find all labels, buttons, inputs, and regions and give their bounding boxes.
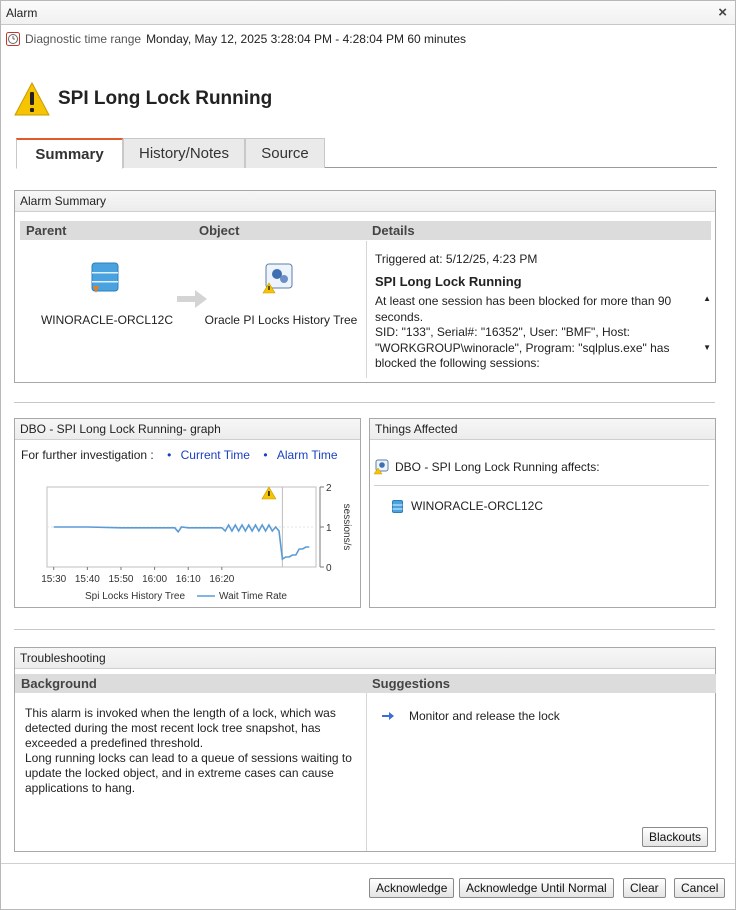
window-title: Alarm — [6, 5, 38, 20]
divider — [14, 629, 715, 630]
alarm-summary-panel — [14, 190, 716, 383]
arrow-right-icon — [175, 288, 209, 310]
x-tick-label: 15:30 — [41, 574, 67, 585]
database-small-icon — [392, 500, 403, 513]
cancel-button[interactable]: Cancel — [674, 878, 725, 898]
details-line: seconds. — [375, 309, 424, 324]
clear-button[interactable]: Clear — [623, 878, 666, 898]
alarm-header — [14, 81, 272, 117]
blackouts-button[interactable]: Blackouts — [642, 827, 708, 847]
troubleshooting-panel — [14, 647, 716, 852]
parent-name[interactable]: WINORACLE-ORCL12C — [40, 313, 174, 327]
title-bar — [1, 1, 735, 25]
suggestion-item[interactable] — [381, 709, 560, 723]
current-time-link[interactable]: Current Time — [180, 448, 250, 462]
bullet-current: • — [167, 448, 172, 462]
column-suggestions: Suggestions — [366, 674, 716, 693]
investigation-row — [21, 448, 338, 462]
scroll-down-icon[interactable]: ▼ — [703, 343, 711, 352]
details-line: "WORKGROUP\winoracle", Program: "sqlplus.exe" has — [375, 340, 670, 355]
legend-series: Wait Time Rate — [219, 591, 287, 602]
arrow-right-icon — [381, 711, 395, 721]
details-line: SID: "133", Serial#: "16352", User: "BMF", Host: — [375, 325, 630, 339]
affects-divider — [374, 485, 709, 486]
close-icon[interactable]: × — [718, 4, 727, 21]
column-background: Background — [15, 674, 366, 693]
tab-history-notes[interactable]: History/Notes — [123, 138, 245, 168]
details-line: blocked the following sessions: — [375, 356, 540, 370]
tab-source[interactable]: Source — [245, 138, 325, 168]
background-line: This alarm is invoked when the length of a lock, which was — [25, 706, 336, 720]
x-tick-label: 16:20 — [209, 574, 235, 585]
background-line: update the locked object, and in extreme cases can cause — [25, 766, 334, 780]
legend-category: Spi Locks History Tree — [85, 591, 186, 602]
scroll-up-icon[interactable]: ▲ — [703, 294, 711, 303]
tab-bar — [16, 138, 717, 168]
x-tick-label: 16:00 — [142, 574, 168, 585]
details-text — [375, 294, 697, 370]
alarm-summary-title: Alarm Summary — [15, 191, 715, 212]
object-name[interactable]: Oracle PI Locks History Tree — [204, 313, 358, 327]
details-line: At least one session has been blocked for more than 90 — [375, 294, 672, 308]
investigation-label: For further investigation : — [21, 448, 154, 462]
diagnostic-label: Diagnostic time range — [25, 32, 142, 46]
column-object: Object — [193, 221, 366, 240]
y-tick-label: 2 — [326, 483, 332, 494]
affected-item-label: WINORACLE-ORCL12C — [411, 499, 544, 513]
details-triggered: Triggered at: 5/12/25, 4:23 PM — [375, 252, 538, 266]
alarm-time-link[interactable]: Alarm Time — [276, 448, 338, 462]
background-line: detected during the most recent lock tree snapshot, has — [25, 721, 321, 735]
acknowledge-button[interactable]: Acknowledge — [369, 878, 454, 898]
background-line: applications to hang. — [25, 781, 136, 795]
graph-panel — [14, 418, 361, 608]
x-tick-label: 15:50 — [108, 574, 134, 585]
tab-summary[interactable]: Summary — [16, 138, 123, 169]
y-tick-label: 0 — [326, 563, 332, 574]
divider — [14, 402, 715, 403]
wait-time-rate-chart[interactable] — [15, 479, 360, 607]
affects-object-icon — [374, 459, 390, 475]
bullet-alarm: • — [263, 448, 268, 462]
x-tick-label: 15:40 — [74, 574, 100, 585]
affected-item[interactable] — [392, 499, 543, 513]
footer-divider — [1, 863, 735, 864]
background-line: exceeded a predefined threshold. — [25, 736, 204, 750]
column-parent: Parent — [20, 221, 193, 240]
warning-icon-mark — [268, 491, 270, 496]
acknowledge-until-normal-button[interactable]: Acknowledge Until Normal — [459, 878, 614, 898]
column-divider — [366, 693, 367, 851]
details-heading: SPI Long Lock Running — [375, 274, 522, 289]
warning-triangle-icon — [14, 81, 50, 117]
background-line: Long running locks can lead to a queue of sessions waiting to — [25, 751, 352, 765]
things-affected-title: Things Affected — [370, 419, 715, 440]
background-text — [25, 706, 361, 796]
diagnostic-value: Monday, May 12, 2025 3:28:04 PM - 4:28:04 PM 60 minutes — [146, 32, 467, 46]
graph-panel-title: DBO - SPI Long Lock Running- graph — [15, 419, 360, 440]
things-affected-panel — [369, 418, 716, 608]
troubleshooting-title: Troubleshooting — [15, 648, 715, 669]
affects-heading: DBO - SPI Long Lock Running affects: — [395, 460, 600, 474]
suggestion-text: Monitor and release the lock — [409, 709, 560, 723]
diagnostic-time-range — [6, 32, 466, 46]
y-axis-label: sessions/s — [341, 503, 352, 551]
column-divider — [366, 241, 367, 378]
lock-tree-object-icon[interactable] — [261, 261, 295, 295]
column-details: Details — [366, 221, 711, 240]
affects-heading-row — [374, 459, 600, 475]
x-tick-label: 16:10 — [175, 574, 201, 585]
database-icon[interactable] — [89, 261, 123, 295]
y-tick-label: 1 — [326, 523, 332, 534]
clock-icon — [6, 32, 20, 46]
alarm-title: SPI Long Lock Running — [58, 88, 273, 109]
